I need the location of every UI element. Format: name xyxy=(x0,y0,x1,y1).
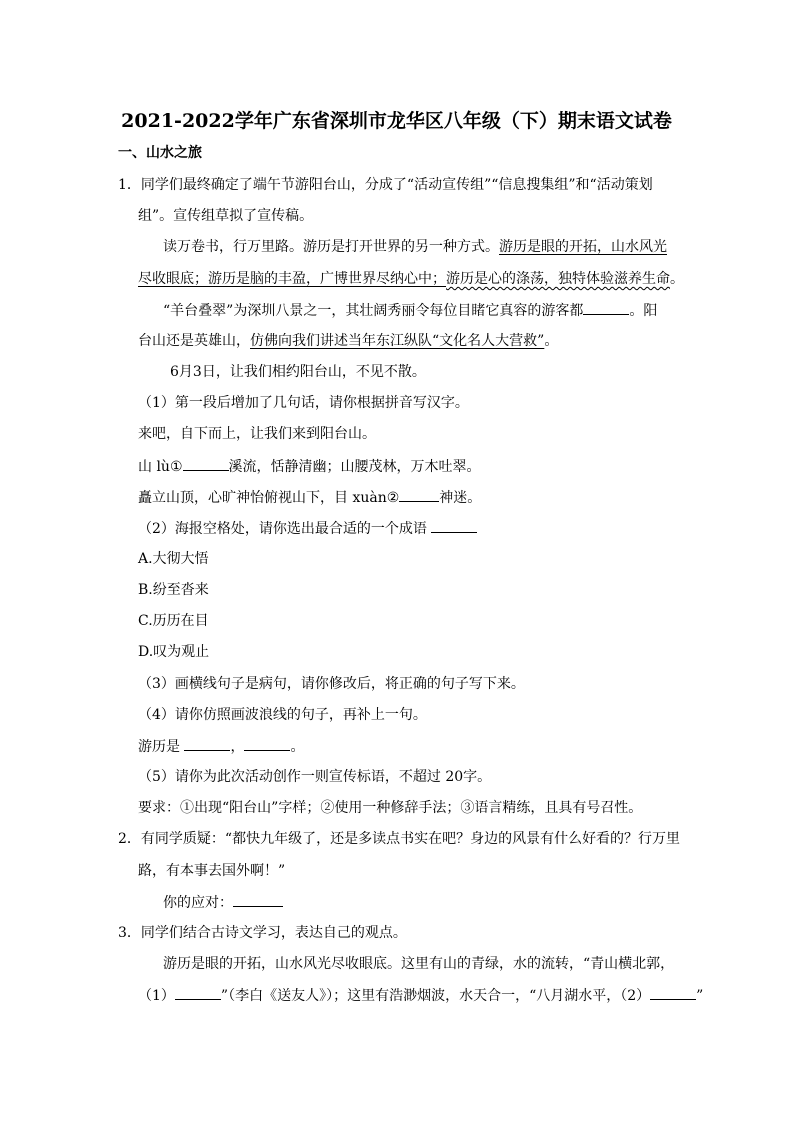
question-1-stem-cont: 组”。宣传组草拟了宣传稿。 xyxy=(138,208,314,224)
option-a[interactable]: A.大彻大悟 xyxy=(138,551,209,567)
poster-paragraph-2-cont: 台山还是英雄山，仿佛向我们讲述当年东江纵队“文化名人大营救”。 xyxy=(138,333,559,349)
page-title: 2021-2022学年广东省深圳市龙华区八年级（下）期末语文试卷 xyxy=(121,110,672,132)
sub-question-5: （5）请你为此次活动创作一则宣传标语，不超过 20字。 xyxy=(138,769,492,785)
section-heading: 一、山水之旅 xyxy=(118,145,202,161)
response-blank[interactable] xyxy=(233,892,283,907)
question-3-stem: 3．同学们结合古诗文学习，表达自己的观点。 xyxy=(118,925,407,941)
option-c[interactable]: C.历历在目 xyxy=(138,613,209,629)
pinyin-blank-1[interactable] xyxy=(183,456,229,471)
sub-question-4: （4）请你仿照画波浪线的句子，再补上一句。 xyxy=(138,707,427,723)
option-b[interactable]: B.纷至沓来 xyxy=(138,582,209,598)
question-2-stem: 2．有同学质疑：“都快九年级了，还是多读点书实在吧？身边的风景有什么好看的？行万里 xyxy=(118,831,681,847)
imitation-blank-2[interactable] xyxy=(244,736,290,751)
sub-question-1-text: 来吧，自下而上，让我们来到阳台山。 xyxy=(138,426,376,442)
question-2-stem-cont: 路，有本事去国外啊！” xyxy=(138,863,286,879)
underlined-sentence-cont: 尽收眼底；游历是脑的丰盈，广博世界尽纳心中； xyxy=(138,271,446,287)
idiom-blank[interactable] xyxy=(583,300,629,315)
sub-question-2: （2）海报空格处，请你选出最合适的一个成语 xyxy=(138,518,477,539)
question-1-stem: 1．同学们最终确定了端午节游阳台山，分成了“活动宣传组”“信息搜集组”和“活动策划 xyxy=(118,177,653,193)
question-3-paragraph-cont: （1） ”（李白《送友人》）；这里有浩渺烟波，水天合一，“八月湖水平，（2） ” xyxy=(138,985,703,1006)
question-3-paragraph: 游历是眼的开拓，山水风光尽收眼底。这里有山的青绿，水的流转，“青山横北郭， xyxy=(163,956,675,972)
imitation-blank-1[interactable] xyxy=(184,736,230,751)
poster-paragraph-2: “羊台叠翠”为深圳八景之一，其壮阔秀丽令每位目睹它真容的游客都 。阳 xyxy=(163,300,657,321)
poem-blank-1[interactable] xyxy=(175,985,221,1000)
option-d[interactable]: D.叹为观止 xyxy=(138,644,210,660)
poster-paragraph-1: 读万卷书，行万里路。游历是打开世界的另一种方式。游历是眼的开拓，山水风光 xyxy=(163,239,667,255)
sub-question-1: （1）第一段后增加了几句话，请你根据拼音写汉字。 xyxy=(138,395,469,411)
poster-paragraph-3: 6月3日，让我们相约阳台山，不见不散。 xyxy=(170,364,426,380)
poster-paragraph-1-cont: 尽收眼底；游历是脑的丰盈，广博世界尽纳心中；游历是心的涤荡，独特体验滋养生命。 xyxy=(138,271,684,287)
poem-blank-2[interactable] xyxy=(650,985,696,1000)
idiom-answer-blank[interactable] xyxy=(431,518,477,533)
sub-question-4-answer: 游历是 ， 。 xyxy=(138,736,304,757)
underlined-sick-sentence: 仿佛向我们讲述当年东江纵队“文化名人大营救” xyxy=(250,333,545,349)
sub-question-1-line-a: 山 lù① 溪流，恬静清幽；山腰茂林，万木吐翠。 xyxy=(138,456,481,477)
question-2-answer: 你的应对： xyxy=(163,892,283,913)
underlined-sentence: 游历是眼的开拓，山水风光 xyxy=(499,239,667,255)
sub-question-1-line-b: 矗立山顶，心旷神怡俯视山下，目 xuàn② 神迷。 xyxy=(138,487,481,508)
wavy-underlined-sentence: 游历是心的涤荡，独特体验滋养生命 xyxy=(446,271,670,287)
pinyin-blank-2[interactable] xyxy=(399,487,439,502)
sub-question-3: （3）画横线句子是病句，请你修改后，将正确的句子写下来。 xyxy=(138,676,525,692)
sub-question-5-requirements: 要求：①出现“阳台山”字样；②使用一种修辞手法；③语言精练，且具有号召性。 xyxy=(138,800,643,816)
